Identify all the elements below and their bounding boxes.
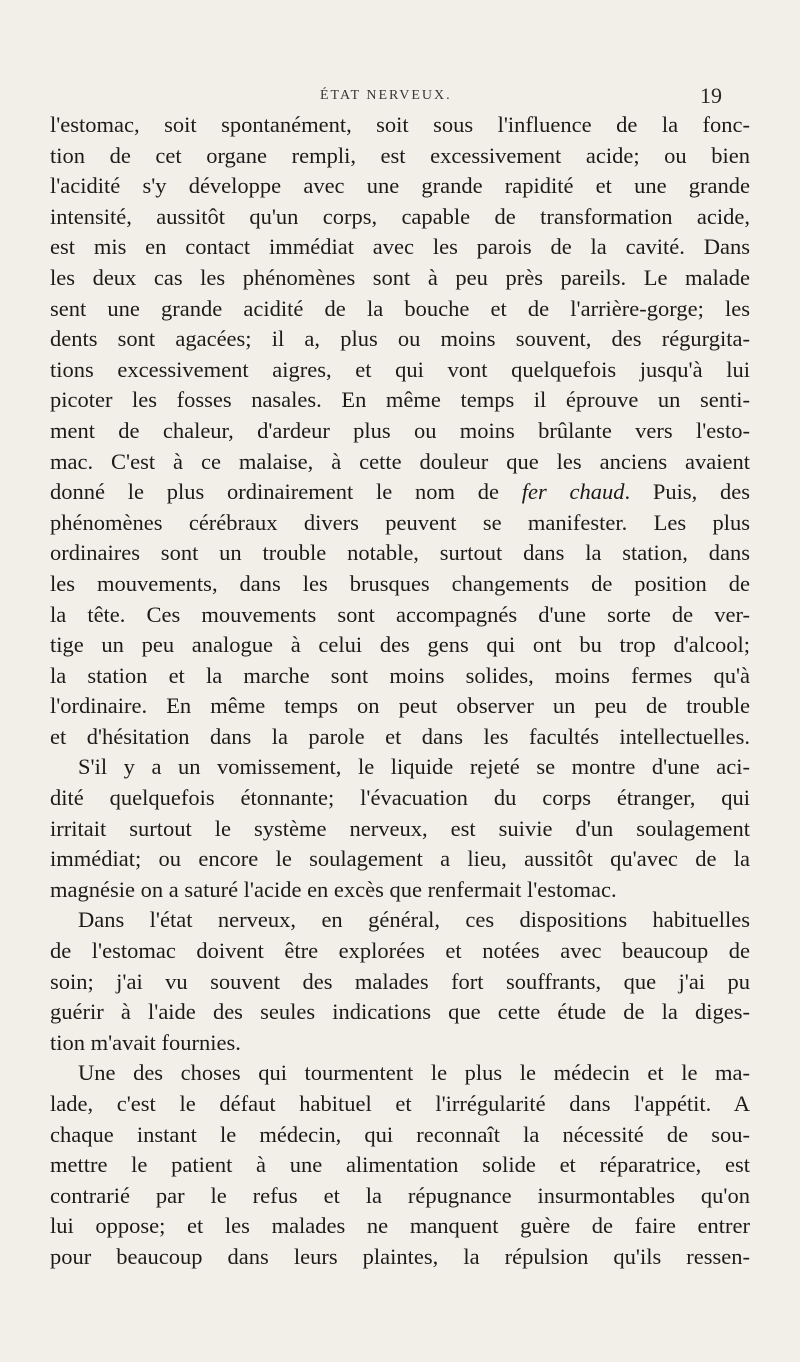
text-line (50, 202, 750, 233)
text-line (50, 844, 750, 875)
text-line (50, 538, 750, 569)
text-line-content: picoter les fosses nasales. En même temps il éprouve un senti- (50, 387, 750, 413)
text-line (50, 1150, 750, 1181)
text-line-content: contrarié par le refus et la répugnance insurmontables qu'on (50, 1182, 750, 1208)
text-line-content: lui oppose; et les malades ne manquent guère de faire entrer (50, 1213, 750, 1239)
text-line-content: la station et la marche sont moins solides, moins fermes qu'à (50, 662, 750, 688)
text-line (50, 1089, 750, 1120)
text-line (50, 232, 750, 263)
text-line (50, 263, 750, 294)
text-line-content: mettre le patient à une alimentation solide et réparatrice, est (50, 1152, 750, 1178)
text-line-content: chaque instant le médecin, qui reconnaît la nécessité de sou- (50, 1121, 750, 1147)
running-title: ÉTAT NERVEUX. (320, 88, 452, 103)
text-line-content: est mis en contact immédiat avec les parois de la cavité. Dans (50, 234, 750, 260)
text-line-content: lade, c'est le défaut habituel et l'irrégularité dans l'appétit. A (50, 1091, 750, 1116)
text-line (50, 569, 750, 600)
text-line (50, 1181, 750, 1212)
text-line-content: irritait surtout le système nerveux, est suivie d'un soulagement (50, 815, 750, 841)
text-line-content: l'estomac, soit spontanément, soit sous l'influence de la fonc- (50, 112, 750, 137)
text-line (50, 691, 750, 722)
text-line-tail: . Puis, des (624, 479, 750, 505)
text-line-content: Dans l'état nerveux, en général, ces dispositions habituelles (78, 907, 750, 933)
text-line (50, 477, 750, 508)
text-line (50, 294, 750, 325)
text-line-content: l'acidité s'y développe avec une grande rapidité et une grande (50, 173, 750, 199)
text-line-content: mac. C'est à ce malaise, à cette douleur que les anciens avaient (50, 448, 750, 474)
text-line (50, 752, 750, 783)
text-line-content: magnésie on a saturé l'acide en excès que renfermait l'estomac. (50, 876, 617, 902)
text-line (50, 110, 750, 141)
text-line (50, 783, 750, 814)
text-line (50, 1120, 750, 1151)
text-line (50, 385, 750, 416)
text-line-content: l'ordinaire. En même temps on peut observer un peu de trouble (50, 693, 750, 719)
text-line-content: les deux cas les phénomènes sont à peu près pareils. Le malade (50, 264, 750, 290)
text-line-content: dité quelquefois étonnante; l'évacuation du corps étranger, qui (50, 785, 750, 811)
page-number: 19 (700, 83, 722, 108)
text-line-content: tion m'avait fournies. (50, 1029, 241, 1055)
text-line (50, 447, 750, 478)
text-line-content: intensité, aussitôt qu'un corps, capable de transformation acide, (50, 203, 750, 229)
text-line-content: la tête. Ces mouvements sont accompagnés d'une sorte de ver- (50, 601, 750, 627)
text-line (50, 997, 750, 1028)
text-line (50, 508, 750, 539)
text-line (50, 814, 750, 845)
text-line-content: dents sont agacées; il a, plus ou moins souvent, des régurgita- (50, 326, 750, 352)
text-line-content: et d'hésitation dans la parole et dans les facultés intellectuelles. (50, 723, 750, 749)
text-line (50, 936, 750, 967)
text-line (50, 722, 750, 753)
text-line-content: de l'estomac doivent être explorées et notées avec beaucoup de (50, 938, 750, 964)
text-line-content: phénomènes cérébraux divers peuvent se manifester. Les plus (50, 509, 750, 535)
text-line (50, 324, 750, 355)
text-line-content: ment de chaleur, d'ardeur plus ou moins brûlante vers l'esto- (50, 417, 750, 443)
text-line (50, 875, 750, 906)
text-line-content: S'il y a un vomissement, le liquide rejeté se montre d'une aci- (78, 754, 750, 780)
text-line (50, 600, 750, 631)
text-line (50, 171, 750, 202)
text-line (50, 905, 750, 936)
text-line (50, 141, 750, 172)
text-line (50, 1058, 750, 1089)
text-line (50, 416, 750, 447)
text-line-content: tions excessivement aigres, et qui vont quelquefois jusqu'à lui (50, 356, 750, 382)
text-line-content: les mouvements, dans les brusques changements de position de (50, 570, 750, 596)
text-line-content: sent une grande acidité de la bouche et de l'arrière-gorge; les (50, 295, 750, 321)
text-line (50, 355, 750, 386)
running-head (0, 83, 800, 112)
text-line-content: Une des choses qui tourmentent le plus le médecin et le ma- (78, 1060, 750, 1086)
text-line-content: donné le plus ordinairement le nom de (50, 479, 499, 505)
emphasized-term: fer chaud (521, 479, 625, 505)
text-line-content: pour beaucoup dans leurs plaintes, la répulsion qu'ils ressen- (50, 1243, 750, 1269)
text-line (50, 630, 750, 661)
body-text (50, 110, 750, 1273)
text-line (50, 1211, 750, 1242)
text-line-content: immédiat; ou encore le soulagement a lieu, aussitôt qu'avec de la (50, 846, 750, 872)
text-line (50, 1028, 750, 1059)
text-line (50, 967, 750, 998)
text-line-content: tion de cet organe rempli, est excessivement acide; ou bien (50, 142, 750, 168)
text-line-content: ordinaires sont un trouble notable, surtout dans la station, dans (50, 540, 750, 566)
text-line (50, 1242, 750, 1273)
text-line-content: soin; j'ai vu souvent des malades fort souffrants, que j'ai pu (50, 968, 750, 994)
text-line (50, 661, 750, 692)
text-line-content: tige un peu analogue à celui des gens qui ont bu trop d'alcool; (50, 632, 750, 658)
text-line-content: guérir à l'aide des seules indications que cette étude de la diges- (50, 999, 750, 1025)
